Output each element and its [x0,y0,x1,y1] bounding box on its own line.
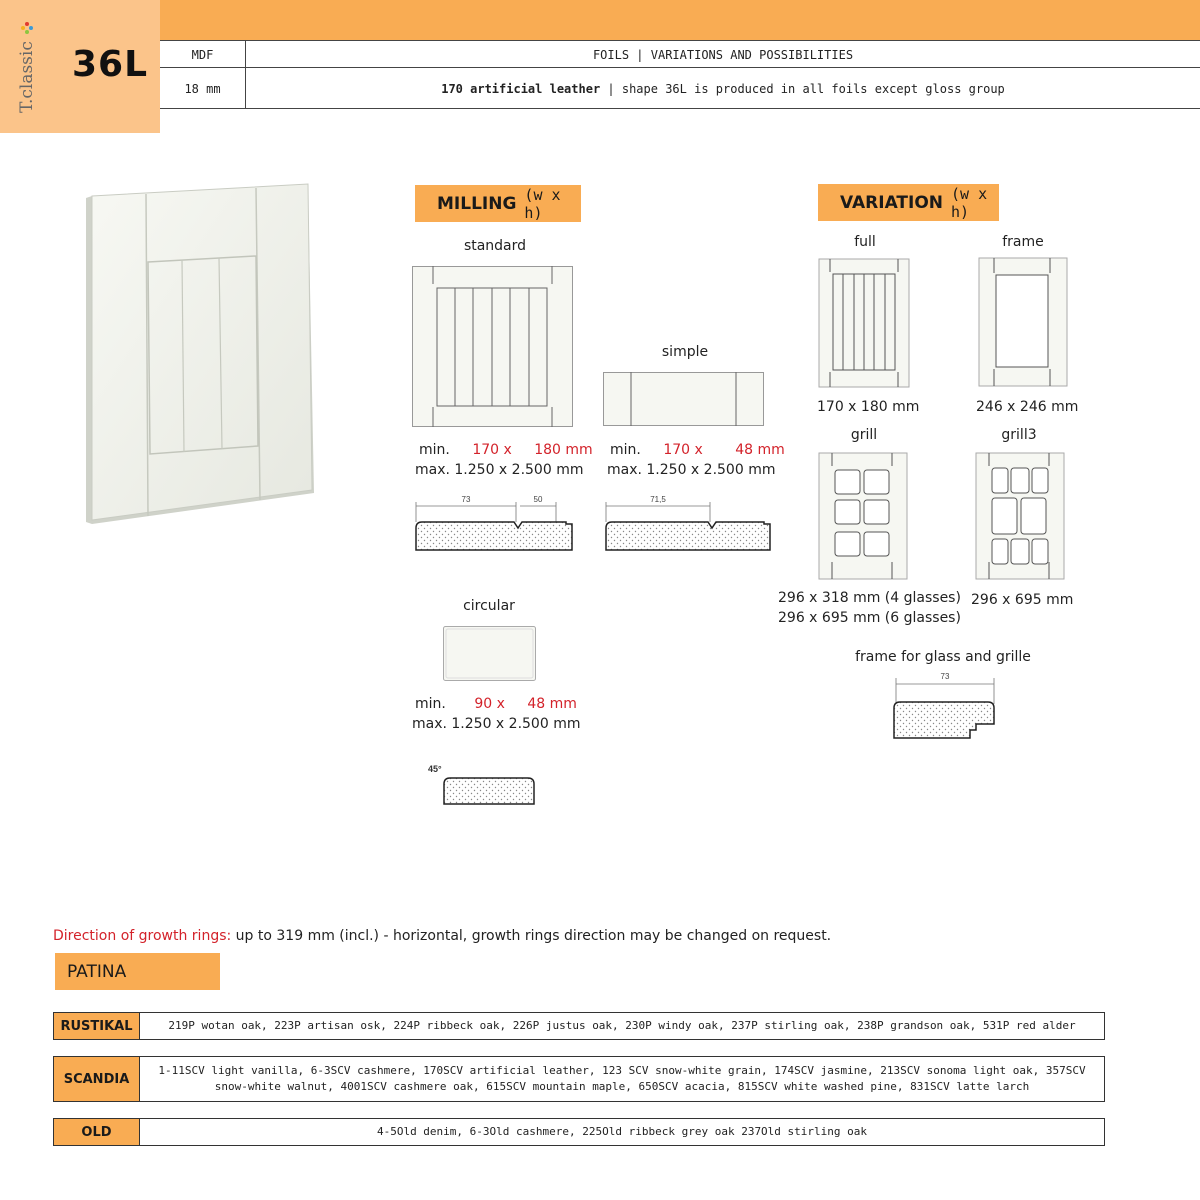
patina-row-name: RUSTIKAL [54,1013,140,1039]
circular-profile-drawing [428,762,538,808]
patina-row-value: 219P wotan oak, 223P artisan osk, 224P ribbeck oak, 226P justus oak, 230P windy oak, 237P stirling oak, 238P grandson oak, 531P red alder [168,1019,1076,1032]
growth-rings-text: up to 319 mm (incl.) - horizontal, growth rings direction may be changed on request. [231,928,832,944]
full-door-drawing [818,258,912,390]
standard-label: standard [463,238,527,254]
brand-block [0,0,160,133]
door-photo [78,178,328,528]
circular-label: circular [463,598,515,614]
frame-glass-label: frame for glass and grille [855,649,1031,665]
circular-min-width: 90 x [474,696,505,712]
variation-tab [818,184,999,221]
foil-note: | shape 36L is produced in all foils except gloss group [600,81,1005,96]
header-bar [160,0,1200,40]
patina-row-name: OLD [54,1119,140,1145]
grill-door-drawing [818,452,910,582]
patina-row-name: SCANDIA [54,1057,140,1101]
standard-max: max. 1.250 x 2.500 mm [415,462,584,478]
grill3-size: 296 x 695 mm [971,592,1074,608]
simple-min [610,442,785,458]
frame-glass-profile-dim: 73 [940,672,950,681]
patina-row-value: 1-11SCV light vanilla, 6-3SCV cashmere, 170SCV artificial leather, 123 SCV snow-white grain, 174SCV jasmine, 213SCV sonoma light oak, 357SCV snow-white walnut, 4001SCV cashmere oak, 615SCV mountain maple, 650SCV acacia, 815SCV white washed pine, 831SCV latte larch [158,1064,1086,1093]
milling-unit: (w x h) [524,185,561,222]
simple-max: max. 1.250 x 2.500 mm [607,462,776,478]
frame-door-drawing [978,257,1070,389]
frame-label: frame [1002,234,1044,250]
circular-min-prefix: min. [415,696,446,712]
variation-unit: (w x h) [951,184,988,221]
standard-door-drawing [412,266,574,428]
patina-tab [55,953,220,990]
standard-profile-dim-1: 73 [461,495,471,504]
foil-name: 170 artificial leather [441,81,601,96]
circular-max: max. 1.250 x 2.500 mm [412,716,581,732]
standard-profile-dim-2: 50 [533,495,543,504]
thickness-value: 18 mm [184,81,221,96]
standard-min-width: 170 x [472,442,512,458]
milling-tab [415,185,581,222]
patina-row [53,1118,1105,1146]
standard-min [419,442,593,458]
simple-door-drawing [603,372,765,427]
full-size: 170 x 180 mm [817,399,920,415]
foils-heading: FOILS | VARIATIONS AND POSSIBILITIES [592,47,854,62]
frame-glass-profile-drawing [890,668,1010,740]
circular-min-height: 48 mm [527,696,577,712]
patina-row [53,1056,1105,1102]
simple-profile-drawing [604,494,774,552]
simple-label: simple [661,344,709,360]
logo-dots-icon [21,22,33,34]
model-code: 36L [71,44,149,85]
simple-min-height: 48 mm [735,442,785,458]
header-table [160,40,1200,109]
brand-name: T.classic [17,41,37,113]
grill3-label: grill3 [1001,427,1037,443]
variation-title: VARIATION [840,192,944,213]
grill-size-1: 296 x 318 mm (4 glasses) [778,590,961,606]
frame-size: 246 x 246 mm [976,399,1079,415]
milling-title: MILLING [437,193,517,214]
patina-row [53,1012,1105,1040]
full-label: full [854,234,876,250]
growth-rings-label: Direction of growth rings: [53,928,232,944]
standard-profile-drawing [414,494,578,552]
material-label: MDF [191,47,214,62]
circular-profile-angle: 45° [428,764,442,774]
grill-label: grill [850,427,878,443]
simple-min-width: 170 x [663,442,703,458]
standard-min-height: 180 mm [534,442,593,458]
growth-rings-note [53,928,831,944]
circular-door-drawing [443,626,537,682]
patina-title: PATINA [67,961,127,982]
foil-description [246,68,1200,109]
grill-size-2: 296 x 695 mm (6 glasses) [778,610,961,626]
circular-min [415,696,577,712]
simple-min-prefix: min. [610,442,641,458]
standard-min-prefix: min. [419,442,450,458]
patina-row-value: 4-5Old denim, 6-3Old cashmere, 225Old ribbeck grey oak 237Old stirling oak [376,1125,868,1138]
simple-profile-dim: 71,5 [650,495,666,504]
grill3-door-drawing [975,452,1067,582]
brand-logo [14,22,38,112]
